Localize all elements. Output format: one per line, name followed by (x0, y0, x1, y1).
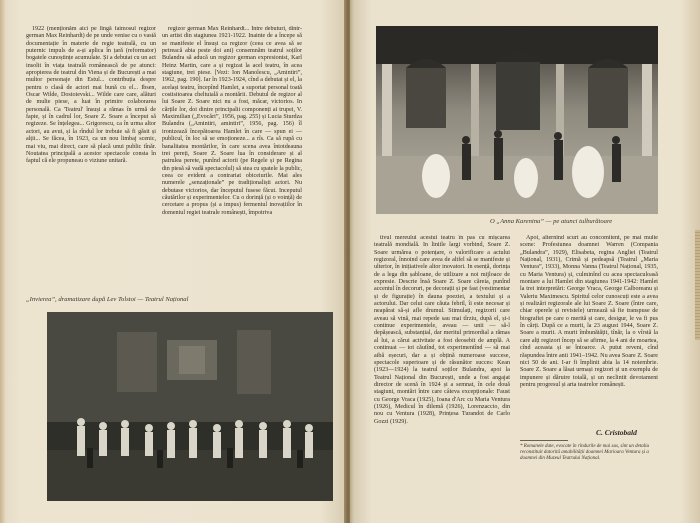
right-column-1 (374, 235, 510, 497)
left-photo-caption: „Invierea”, dramatizare după Lev Tolstoi — Teatrul Național (26, 296, 189, 303)
right-col2-text: Apoi, alternînd scurt au concomitent, pe mai multe scene: Profesiunea doamnei Warren (Compania „Bulandra”, 1929), Elisabeta, regina Angliei (Teatrul Național, 1931), Crimă și pedeapsă (Teatrul „Maria Ventura”, 1933), Monna Vanna (Teatrul Național, 1935, cu Maria Ventura) și, culminînd cu acea spectaculoasă montare a lui Hamlet din stagiunea 1941-1942: Hamlet la trei interpretări: George Vraca, George Calboreanu și Valeriu Maximescu. Spiritul celor cunoscuți este a avea și realizări regizorale ale lui Soare Z. Soare (între care, chiar operele și revistele) urmează să fie transpuse de biografiei pe care o merită și care, desigur, le va fi pus în cărți. După ce a murit, la 23 august 1944, Soare Z. Soare a murit. A murit îmbunătățit, tînăr, la o vîrstă la care alți regizori încep să se afirme, la 4 ani de moartea, cînd aceasta și se întoarce. A putut reveni, cînd răspundea între anii 1941–1942. Nu avea Soare Z. Soare nici 50 de ani. I-ar fi împlinit abia la 14 noiembrie. Soare Z. Soare a lăsat urmași regizori și un exemplu de impunere și dăruire totală, și un neclintit devotament pentru progresul și arta teatrelor românești. (520, 235, 658, 388)
page-edge (695, 230, 700, 340)
anna-karenina-photo (376, 26, 658, 214)
author-signature: C. Cristobald (596, 428, 637, 437)
right-photo-caption: O „Anna Karenina” — pe atunci tulburătoare (490, 218, 613, 225)
left-col2-text: regizor german Max Reinhardt... Intre debuturi, dintr-un artist din stagiunea 1921-1922. Inainte de a începe să se manifeste el însuși ca regizor (ceea ce avea să se petreacă abia peste doi ani) consemnăm teatrul soților Bulandra să aducă un regizor german expresionist, Karl Heinz Martin, care a și regizat la acel teatru, în acea stagiune, trei piese. [Vezi: Ion Manolescu, „Amintiri”, 1962, pag. 190]. Iar în 1923-1924, cînd a debutat și el, la același teatru, începînd Hamlet, a suportat personal toată costisitoarea cheltuială a montării. Debutul de regizor al lui Soare Z. Soare nici nu a fost, măcar, victorios. In cărțile lor, doi dintre principalii componenți ai trupei, V. Maximilian („Evocări”, 1956, pag. 255) și Lucia Sturdza Bulandra („Amintiri, amintiri”, 1956, pag. 156) îl ironizează începătoarea Hamlet în care — spun ei — publicul, în loc să se emoționeze... a rîs. Ca să rupă cu banalitatea montărilor, în care scena avea întotdeauna trei pereți, Soare Z. Soare lua în considerare și al patrulea perete, punînd actorii (pe Regele și pe Regina din piesă să vadă spectacolul) să stea cu spatele la public, ceea ce evident a contrariat obiceiurile. Mai ales numerele „senzaționale” pe tradiționaliști actori. Nu debutase victorios, dar începutul fusese făcut. Inceputul căutărilor și experimentelor. Cu o dorință (și o voință) de cercetare a propus (și a impus) fermentul inovațiilor în domeniul regiei teatrale românești, împotriva (162, 26, 302, 216)
invierea-stage-image (47, 312, 333, 501)
right-col1-text: tivul mereului acestui teatru în pas cu mișcarea teatrală mondială. In liniile largi vorbind, Soare Z. Soare urmărea o potențare, o valorificare a actului regizoral, înnoind care avea de altfel să se manifeste și ulterior, în inițiativele altor inovatori. In esență, dorința de a lega din șabloane, de utilizare a noi mijloace de expresie. Descrie însă Soare Z. Soare căreia, punînd accentul în decoruri, pe decorații și pe fast (vestimentar și de figurație) în dauna poeziei, a textului și a actorului. Dar celui care căuta febril, îi este necesar și neapărat să-și afle drumul. Stimulați, regizorii care aveau să vină, mai repede sau mai tîrziu, după el, și-i continue experimentele, aveau — unii — să-l depășească, substanțial, dar meritul primordial a rămas al lui, a cărui activitate a fost deosebit de amplă. A continuat — tot căutînd, tot experimentînd — să mai aibă eșecuri, dar a și obțină numeroase succese, spectacole superioare și de răsunător succes: Kean (1923—1924) la teatrul soților Bulandra, apoi la Teatrul Național din București, unde a fost angajat director de scenă în 1924 și a semnat, în cele două stagiuni, montări între care câteva excepționale: Faust cu George Vraca (1925), Ioana d'Arc cu Maria Ventura (1926), Medicul în dilemă (1926), Lorenzaccio, din nou cu Ventura (1928), Prințesa Turandot de Carlo Gozzi (1929). (374, 235, 510, 425)
footnote-rule (520, 440, 568, 441)
left-column-1 (26, 26, 156, 300)
footnote: * Romanele date, evocate în rîndurile de mai sus, sînt un detaliu reconstituit datorită amabilității doamnei Marioara Ventura și a doamnei din Muzeul Teatrului Național. (520, 444, 650, 461)
left-column-2 (162, 26, 302, 300)
invierea-photo (47, 312, 333, 501)
left-col1-text: 1922 (menționăm aici pe lîngă faimosul regizor german Max Reinhardt) de pe unde venise cu o vastă documentație în materie de regie teatrală, cu un puternic impuls de a-și aplica în țară (reformator) bogatele cunoștințe acumulate. Și a debutat cu un act insolit în viața teatrală românească de pe atunci: apropierea de teatrul din Viena și de București a mai multor personaje din Estul... contribuția despre pentru o clasă de actori mai bună cu el... Ibsen, Oscar Wilde, Dostoievski... Wilde care care, alături de multe piese, a luat în primire colaborarea personală. Ca 'Teatrul' însuși a rămas în urmă de fapte, și în cadrul lor, Soare Z. Soare a început să regizeze. Se înțelegea... Grigorescu, ca în urma altor actori, au avut, și la rîndul lor trebuie să fi găsit și alții... Se făcea, în 1923, ca un nou limbaj scenic, mai viu, mai direct, care să placă unui public tînăr. Noutatea principală a acestor spectacole consta în faptul că ele propuneau o viziune unitară. (26, 26, 156, 165)
anna-karenina-stage-image (376, 26, 658, 214)
right-column-2 (520, 235, 658, 425)
